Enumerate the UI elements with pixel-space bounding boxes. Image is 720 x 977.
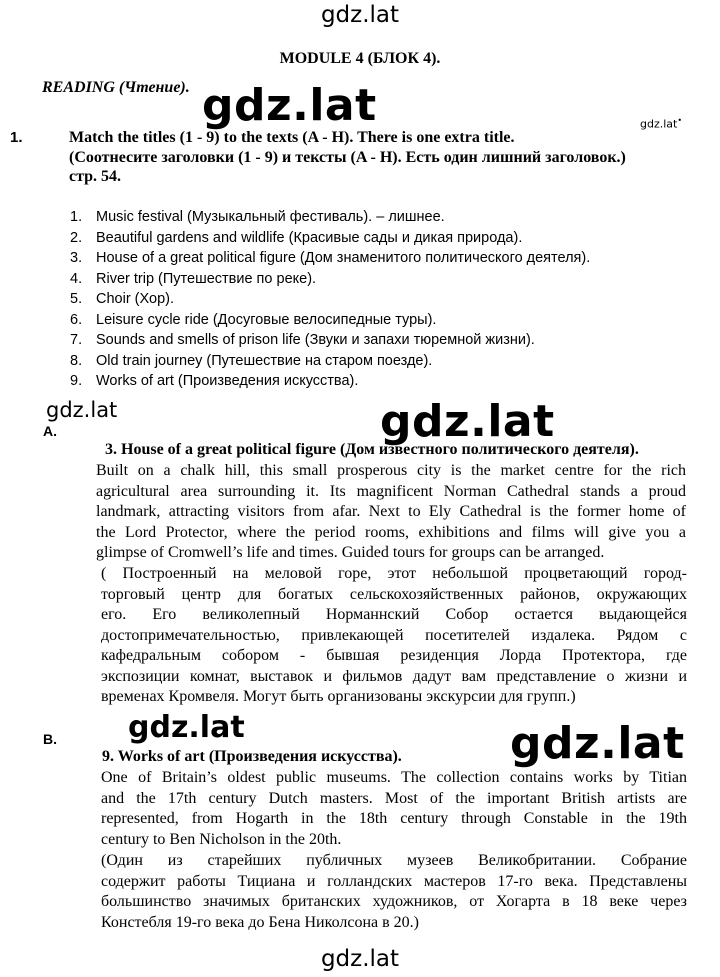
list-item: 6. Leisure cycle ride (Досуговые велосипедные туры).	[70, 311, 437, 328]
section-a-english: Built on a chalk hill, this small prosperous city is the market centre for the rich agricultural area surrounding it. Its magnificent Norman Cathedral stands a proud landmark, attracting visitors from afar. Next to Ely Cathedral is the former home of the Lord Protector, where the period rooms, exhibitions and films will give you a glimpse of Cromwell’s life and times. Guided tours for groups can be arranged.	[96, 462, 686, 561]
list-item: 8. Old train journey (Путешествие на старом поезде).	[70, 352, 433, 369]
task-instruction-ru: (Соотнесите заголовки (1 - 9) и тексты (A - H). Есть один лишний заголовок.)	[69, 149, 626, 166]
module-title: MODULE 4 (БЛОК 4).	[279, 50, 441, 67]
list-item: 5. Choir (Хор).	[70, 291, 175, 307]
watermark-bottom: gdz.lat	[320, 946, 400, 972]
list-item: 7. Sounds and smells of prison life (Звуки и запахи тюремной жизни).	[70, 332, 535, 348]
section-b-letter: B.	[43, 731, 57, 747]
section-a-letter: A.	[43, 423, 57, 439]
reading-heading: READING (Чтение).	[42, 79, 190, 96]
list-item: 4. River trip (Путешествие по реке).	[70, 270, 317, 287]
section-b-russian: (Один из старейших публичных музеев Великобритании. Собрание содержит работы Тициана и голландских мастеров 17-го века. Представлены большинство значимых британских художников, от Хогарта в 18 веке через Констебля 19-го века до Бена Николсона в 20.)	[101, 852, 687, 931]
list-item: 1. Music festival (Музыкальный фестиваль). – лишнее.	[70, 209, 445, 225]
list-item: 2. Beautiful gardens and wildlife (Красивые сады и дикая природа).	[70, 229, 523, 246]
watermark-right-small: gdz.lat•	[640, 116, 683, 131]
task-instruction-en: Match the titles (1 - 9) to the texts (A - H). There is one extra title.	[69, 129, 515, 146]
task-page-ref: стр. 54.	[69, 168, 122, 185]
watermark-top: gdz.lat	[320, 2, 400, 28]
section-b-english: One of Britain’s oldest public museums. The collection contains works by Titian and the 17th century Dutch masters. Most of the important British artists are represented, from Hogarth in the 18th century through Constable in the 19th century to Ben Nicholson in the 20th.	[101, 769, 687, 848]
list-item: 3. House of a great political figure (Дом знаменитого политического деятеля).	[70, 250, 591, 266]
watermark-center: gdz.lat	[380, 396, 555, 447]
section-a-russian: ( Построенный на меловой горе, этот небольшой процветающий город- торговый центр для богатых сельскохозяйственных районов, окружающих его. Его великолепный Норманнский Собор остается выдающейся достопримечательностью, привлекающей посетителей издалека. Рядом с кафедральным собором - бывшая резиденция Лорда Протектора, где экспозиции комнат, выставок и фильмов дадут вам представление о жизни и временах Кромвеля. Могут быть организованы экскурсии для групп.)	[101, 565, 687, 705]
watermark-reading: gdz.lat	[202, 80, 377, 131]
section-b-title: 9. Works of art (Произведения искусства).	[102, 748, 402, 765]
watermark-left-a: gdz.lat	[46, 398, 118, 422]
watermark-right-b: gdz.lat	[510, 718, 685, 769]
titles-list	[70, 209, 590, 394]
task-number: 1.	[10, 129, 23, 146]
watermark-left-b: gdz.lat	[128, 710, 245, 745]
section-a-title: 3. House of a great political figure (Дом известного политического деятеля).	[105, 441, 639, 458]
list-item: 9. Works of art (Произведения искусства).	[70, 373, 359, 389]
